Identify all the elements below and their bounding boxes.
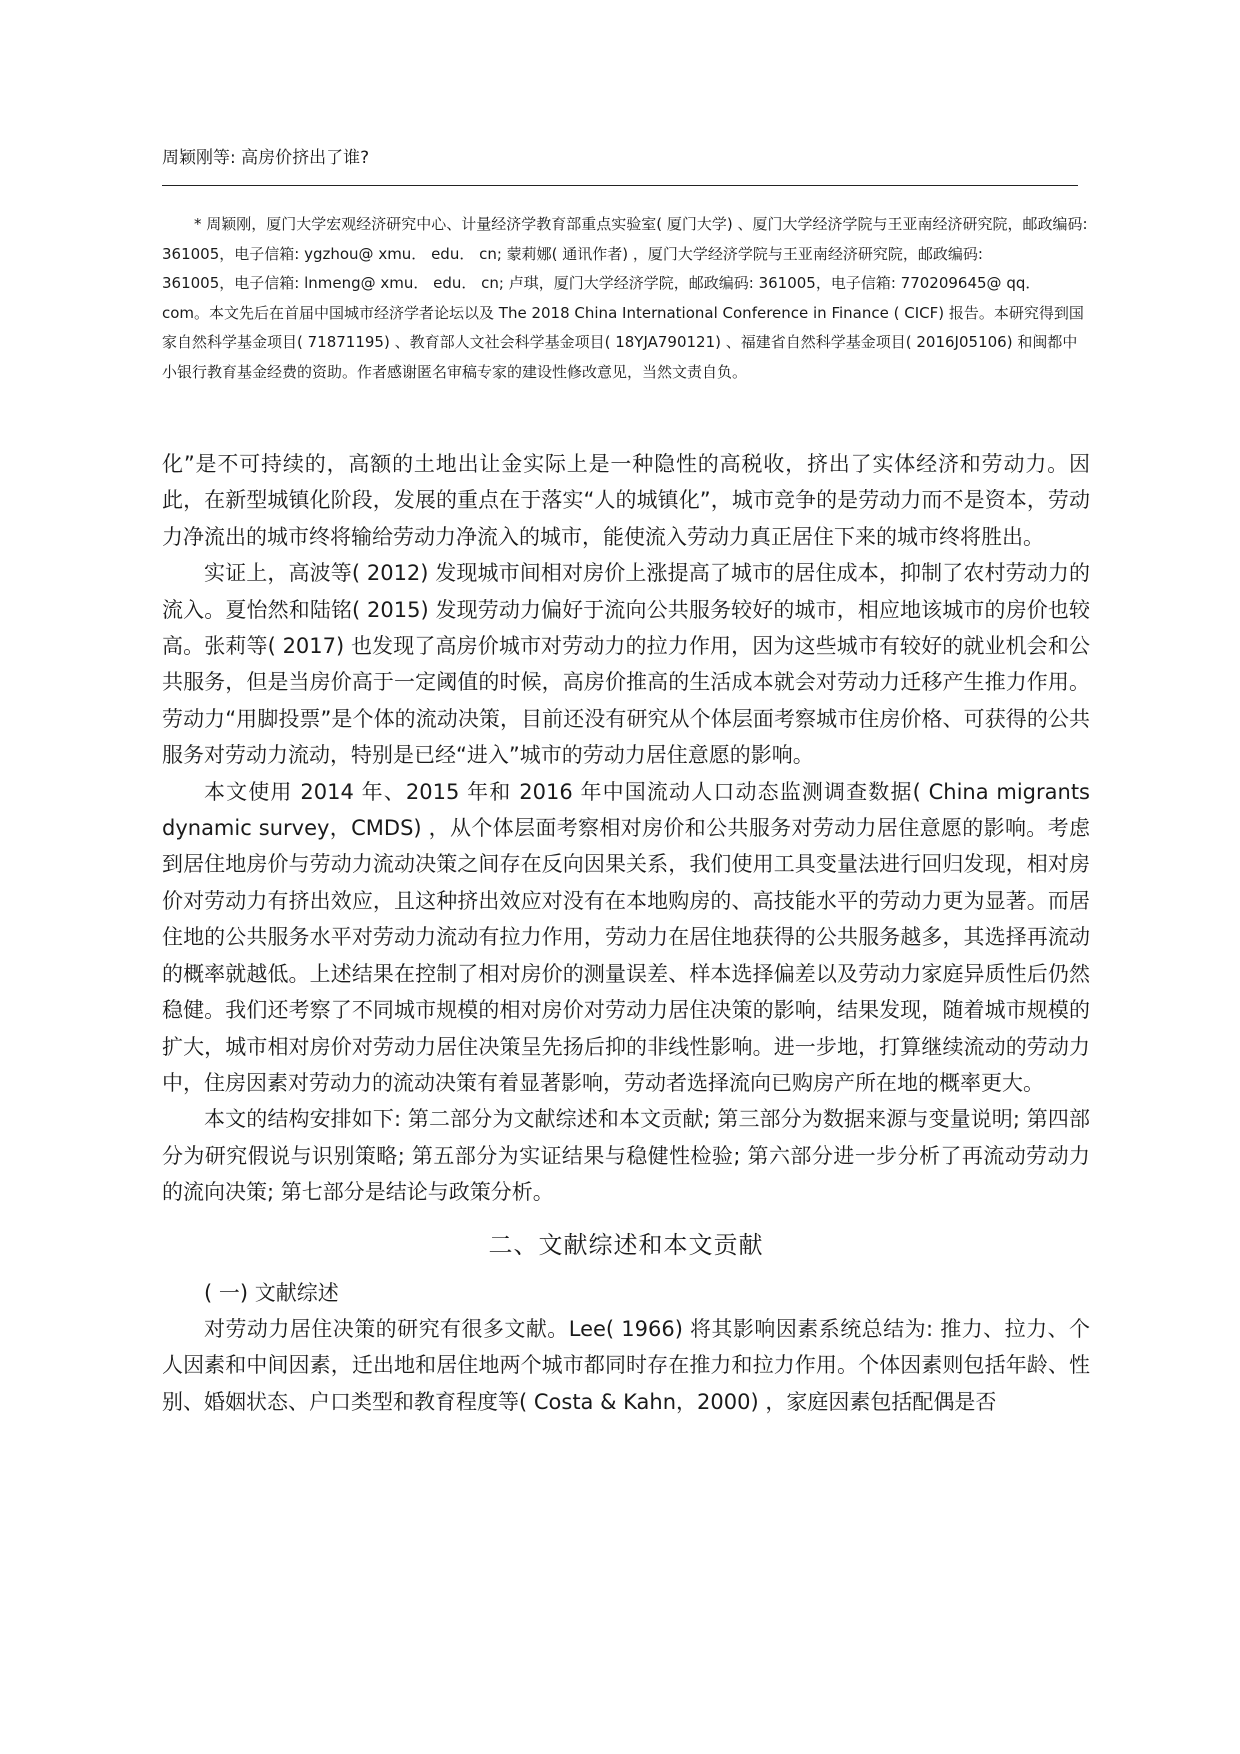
author-footnote	[162, 210, 1090, 387]
body-paragraph: 本文的结构安排如下: 第二部分为文献综述和本文贡献; 第三部分为数据来源与变量说明; 第四部分为研究假说与识别策略; 第五部分为实证结果与稳健性检验; 第六部分进一步分析了再流动劳动力的流向决策; 第七部分是结论与政策分析。	[162, 1107, 1090, 1205]
section-heading: 二、文献综述和本文贡献	[488, 1230, 764, 1259]
body-paragraph: 对劳动力居住决策的研究有很多文献。Lee( 1966) 将其影响因素系统总结为: 推力、拉力、个人因素和中间因素，迁出地和居住地两个城市都同时存在推力和拉力作用。个体因素则包括年龄、性别、婚姻状态、户口类型和教育程度等( Costa & Kahn，2000) ，家庭因素包括配偶是否	[162, 1316, 1090, 1414]
running-header: 周颖刚等: 高房价挤出了谁?	[162, 148, 370, 168]
body-paragraph: 本文使用 2014 年、2015 年和 2016 年中国流动人口动态监测调查数据( China migrants dynamic survey，CMDS) ，从个体层面考察相对房价和公共服务对劳动力居住意愿的影响。考虑到居住地房价与劳动力流动决策之间存在反向因果关系，我们使用工具变量法进行回归发现，相对房价对劳动力有挤出效应，且这种挤出效应对没有在本地购房的、高技能水平的劳动力更为显著。而居住地的公共服务水平对劳动力流动有拉力作用，劳动力在居住地获得的公共服务越多，其选择再流动的概率就越低。上述结果在控制了相对房价的测量误差、样本选择偏差以及劳动力家庭异质性后仍然稳健。我们还考察了不同城市规模的相对房价对劳动力居住决策的影响，结果发现，随着城市规模的扩大，城市相对房价对劳动力居住决策呈先扬后抑的非线性影响。进一步地，打算继续流动的劳动力中，住房因素对劳动力的流动决策有着显著影响，劳动者选择流向已购房产所在地的概率更大。	[162, 779, 1090, 1095]
footnote-paragraph: * 周颖刚，厦门大学宏观经济研究中心、计量经济学教育部重点实验室( 厦门大学) 、厦门大学经济学院与王亚南经济研究院，邮政编码: 361005，电子信箱: ygzhou@ xmu． edu． cn; 蒙莉娜( 通讯作者) ，厦门大学经济学院与王亚南经济研究院，邮政编码:	[162, 215, 1088, 263]
header-divider	[162, 185, 1078, 186]
subsection-heading: ( 一) 文献综述	[204, 1280, 339, 1305]
footnote-paragraph: 361005，电子信箱: lnmeng@ xmu． edu． cn; 卢琪，厦门大学经济学院，邮政编码: 361005，电子信箱: 770209645@ qq． com。本文先后在首届中国城市经济学者论坛以及 The 2018 China International Conference in Finance ( CICF) 报告。本研究得到国家自然科学基金项目( 71871195) 、教育部人文社会科学基金项目( 18YJA790121) 、福建省自然科学基金项目( 2016J05106) 和闽都中小银行教育基金经费的资助。作者感谢匿名审稿专家的建设性修改意见，当然文责自负。	[162, 274, 1084, 381]
body-paragraph: 实证上，高波等( 2012) 发现城市间相对房价上涨提高了城市的居住成本，抑制了农村劳动力的流入。夏怡然和陆铭( 2015) 发现劳动力偏好于流向公共服务较好的城市，相应地该城市的房价也较高。张莉等( 2017) 也发现了高房价城市对劳动力的拉力作用，因为这些城市有较好的就业机会和公共服务，但是当房价高于一定阈值的时候，高房价推高的生活成本就会对劳动力迁移产生推力作用。劳动力“用脚投票”是个体的流动决策，目前还没有研究从个体层面考察城市住房价格、可获得的公共服务对劳动力流动，特别是已经“进入”城市的劳动力居住意愿的影响。	[162, 561, 1090, 768]
body-paragraph: 化”是不可持续的，高额的土地出让金实际上是一种隐性的高税收，挤出了实体经济和劳动力。因此，在新型城镇化阶段，发展的重点在于落实“人的城镇化”，城市竞争的是劳动力而不是资本，劳动力净流出的城市终将输给劳动力净流入的城市，能使流入劳动力真正居住下来的城市终将胜出。	[162, 452, 1090, 549]
main-text	[162, 446, 1090, 1420]
